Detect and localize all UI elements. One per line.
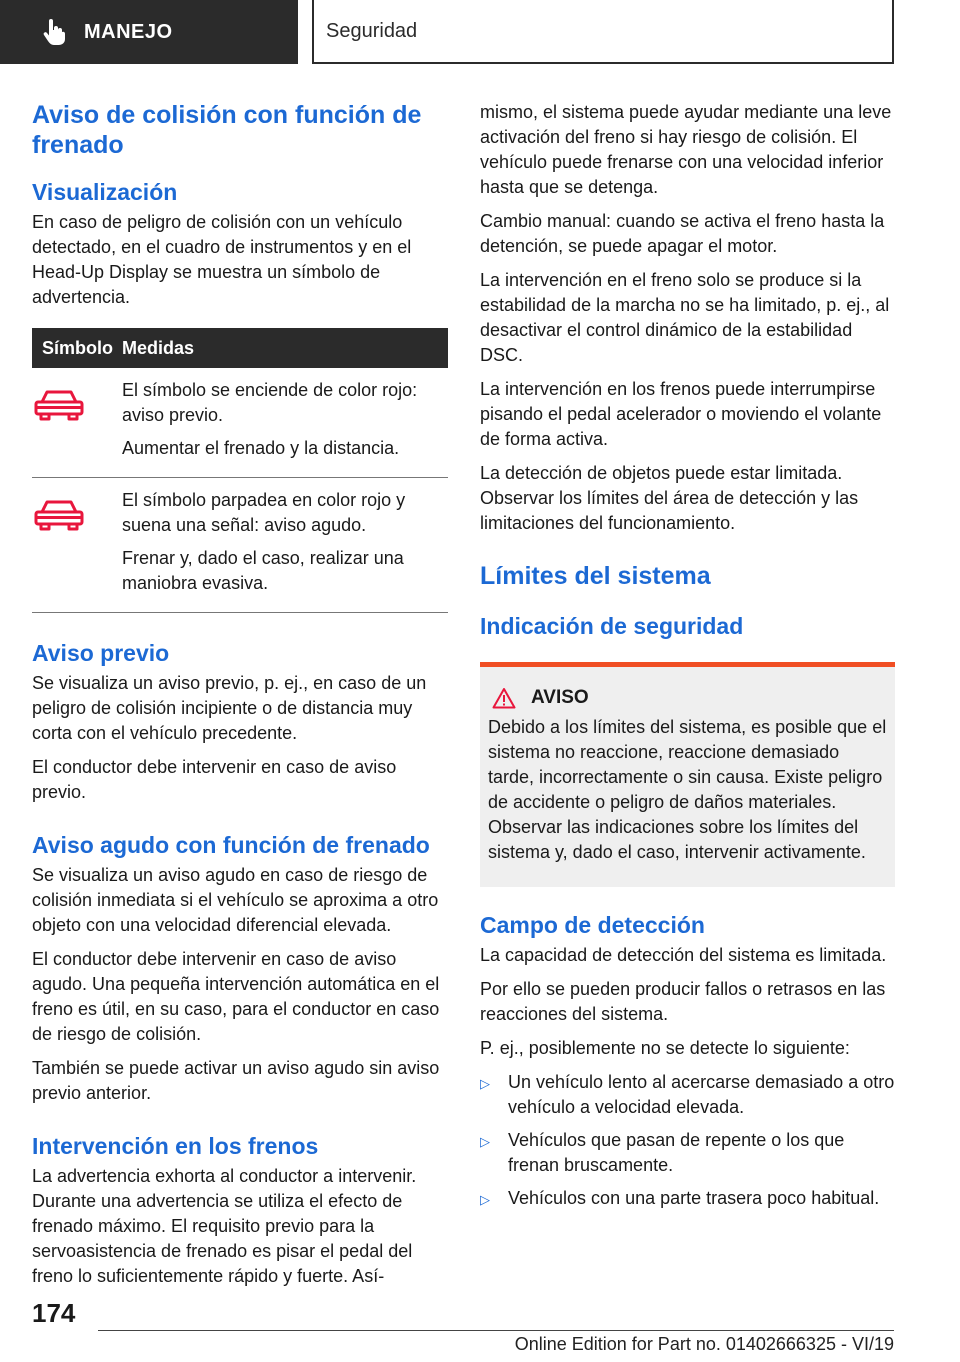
heading-intervencion-frenos: Intervención en los frenos (32, 1133, 319, 1159)
heading-indicacion-seguridad: Indicación de seguridad (480, 613, 744, 639)
section-label: MANEJO (84, 20, 173, 43)
paragraph: Se visualiza un aviso agudo en caso de riesgo de colisión inmediata si el vehículo se aproxima a otro objeto con una velocidad diferencial elevada. (32, 865, 439, 935)
section-aviso-previo (32, 639, 448, 805)
paragraph: El conductor debe intervenir en caso de aviso agudo. Una pequeña intervención automática en el freno es útil, en su caso, para el conductor en caso de riesgo de colisión. (32, 949, 440, 1044)
symbol-cell (32, 478, 122, 613)
section-aviso-agudo (32, 831, 448, 1106)
measure-cell (122, 368, 448, 478)
table-row (32, 368, 448, 478)
table-header-simbolo: Símbolo (32, 328, 122, 368)
car-warning-flashing-icon (32, 498, 86, 532)
paragraph: La intervención en el freno solo se produce si la estabilidad de la marcha no se ha limitado, p. ej., al desactivar el control dinámico de la estabilidad DSC. (480, 270, 890, 365)
measure-text: El símbolo parpadea en color rojo y suena una señal: aviso agudo. (122, 490, 406, 535)
bullet-list (480, 1070, 895, 1212)
paragraph: Por ello se pueden producir fallos o retrasos en las reacciones del sistema. (480, 979, 886, 1024)
bullet-marker-icon: ▷ (480, 1192, 490, 1207)
list-item (480, 1128, 895, 1178)
list-item-text: Vehículos con una parte trasera poco habitual. (508, 1188, 880, 1208)
table-header-medidas: Medidas (122, 328, 448, 368)
section-intervencion-frenos (32, 1132, 448, 1289)
paragraph: La capacidad de detección del sistema es limitada. (480, 945, 887, 965)
list-item (480, 1186, 895, 1212)
page-number: 174 (32, 1298, 76, 1328)
measure-text: Aumentar el frenado y la distancia. (122, 438, 400, 458)
paragraph: En caso de peligro de colisión con un vehículo detectado, en el cuadro de instrumentos y en el Head-Up Display se muestra un símbolo de advertencia. (32, 212, 412, 307)
measure-text: Frenar y, dado el caso, realizar una maniobra evasiva. (122, 548, 404, 593)
table-row (32, 478, 448, 613)
symbol-table (32, 328, 448, 613)
edition-note: Online Edition for Part no. 01402666325 - VI/19 (514, 1334, 894, 1354)
paragraph: mismo, el sistema puede ayudar mediante una leve activación del freno si hay riesgo de colisión. El vehículo puede frenarse con una velocidad inferior hasta que se detenga. (480, 102, 892, 197)
left-column (32, 100, 448, 1298)
car-warning-icon (32, 388, 86, 422)
list-item-text: Un vehículo lento al acercarse demasiado a otro vehículo a velocidad elevada. (508, 1072, 895, 1117)
bullet-marker-icon: ▷ (480, 1076, 490, 1091)
heading-limites-sistema: Límites del sistema (480, 562, 711, 590)
footer-divider (98, 1330, 894, 1331)
heading-aviso-agudo: Aviso agudo con función de frenado (32, 832, 430, 858)
list-item-text: Vehículos que pasan de repente o los que frenan bruscamente. (508, 1130, 845, 1175)
measure-text: El símbolo se enciende de color rojo: aviso previo. (122, 380, 418, 425)
list-item (480, 1070, 895, 1120)
paragraph: También se puede activar un aviso agudo sin aviso previo anterior. (32, 1058, 440, 1103)
paragraph: Cambio manual: cuando se activa el freno hasta la detención, se puede apagar el motor. (480, 211, 885, 256)
page-title: Aviso de colisión con función de frenado (32, 101, 422, 159)
paragraph: La intervención en los frenos puede interrumpirse pisando el pedal acelerador o moviendo el volante de forma activa. (480, 379, 882, 449)
paragraph: Se visualiza un aviso previo, p. ej., en caso de un peligro de colisión incipiente o de distancia muy corta con el vehículo precedente. (32, 673, 427, 743)
warning-label: AVISO (531, 687, 589, 708)
chapter-tab (312, 0, 894, 64)
paragraph: La detección de objetos puede estar limitada. Observar los límites del área de detección y las limitaciones del funcionamiento. (480, 463, 859, 533)
section-tab (0, 0, 298, 64)
paragraph: La advertencia exhorta al conductor a intervenir. Durante una advertencia se utiliza el efecto de frenado máximo. El requisito previo para la servoasistencia de frenado es pisar el pedal del freno lo suficientemente rápido y fuerte. Así- (32, 1166, 417, 1286)
heading-campo-deteccion: Campo de detección (480, 912, 705, 938)
symbol-cell (32, 368, 122, 478)
heading-visualizacion: Visualización (32, 179, 178, 205)
right-column (480, 100, 895, 1220)
bullet-marker-icon: ▷ (480, 1134, 490, 1149)
heading-aviso-previo: Aviso previo (32, 640, 170, 666)
warning-text: Debido a los límites del sistema, es posible que el sistema no reaccione, reaccione demasiado tarde, incorrectamente o sin causa. Existe peligro de accidente o peligro de daños materiales. Observar las indicaciones sobre los límites del sistema y, dado el caso, intervenir activamente. (488, 717, 887, 862)
paragraph: El conductor debe intervenir en caso de aviso previo. (32, 757, 397, 802)
warning-title (488, 687, 887, 709)
hand-pointer-icon (40, 18, 68, 46)
paragraph: P. ej., posiblemente no se detecte lo siguiente: (480, 1038, 850, 1058)
warning-triangle-icon (492, 687, 516, 709)
warning-box (480, 662, 895, 887)
chapter-label: Seguridad (326, 19, 418, 42)
measure-cell (122, 478, 448, 613)
